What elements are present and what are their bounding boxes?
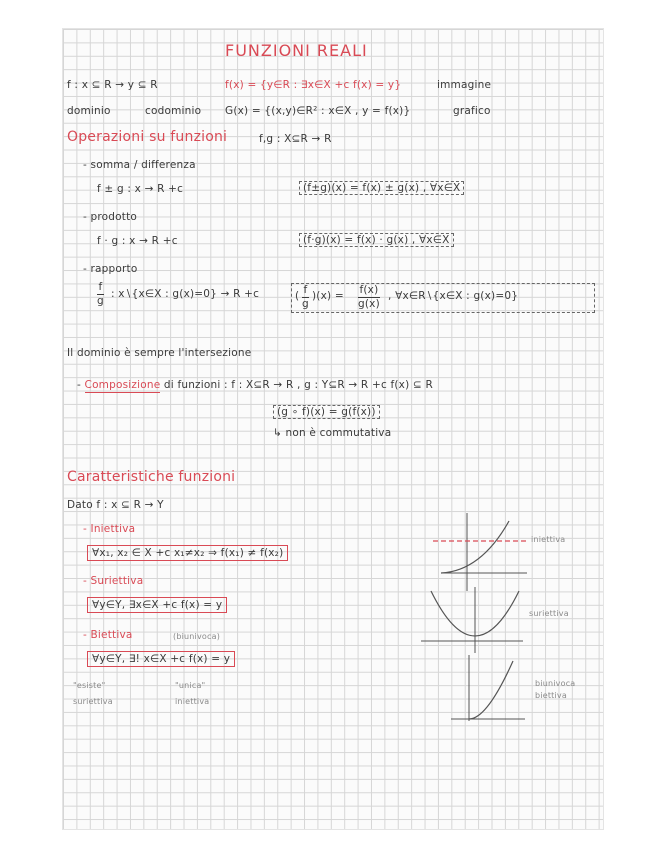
composition-line: - Composizione di funzioni : f : X⊆R → R , g : Y⊆R → R +c f(x) ⊆ R — [77, 379, 433, 391]
domain-word: dominio — [67, 105, 111, 117]
graph-word: grafico — [453, 105, 491, 117]
injective-label: - Iniettiva — [83, 523, 136, 535]
image-set-formula: f(x) = {y∈R : ∃x∈X +c f(x) = y} — [225, 79, 402, 91]
injective-graph — [431, 511, 531, 593]
ratio-value-den: g(x) — [358, 298, 380, 310]
ratio-denominator: g — [97, 295, 104, 307]
ratio-formula-fraction — [302, 284, 309, 311]
ratio-formula-box — [291, 283, 595, 313]
notebook-page — [62, 28, 604, 830]
sum-definition: f ± g : x → R +c — [97, 183, 184, 195]
product-definition: f · g : x → R +c — [97, 235, 178, 247]
bijective-graph — [447, 653, 527, 723]
ratio-definition: : x∖{x∈X : g(x)=0} → R +c — [111, 288, 260, 300]
product-formula: (f·g)(x) = f(x) · g(x) , ∀x∈X — [299, 233, 454, 247]
injective-annotation: iniettiva — [175, 697, 210, 706]
bijective-label: - Biettiva — [83, 629, 133, 641]
page-title: FUNZIONI REALI — [225, 41, 368, 60]
graph-set-formula: G(x) = {(x,y)∈R² : x∈X , y = f(x)} — [225, 105, 411, 117]
surjective-graph — [417, 585, 527, 655]
injective-graph-label: iniettiva — [531, 535, 566, 544]
ratio-value-num: f(x) — [359, 284, 379, 296]
product-label: - prodotto — [83, 211, 138, 223]
characteristics-heading: Caratteristiche funzioni — [67, 469, 236, 485]
operations-heading: Operazioni su funzioni — [67, 129, 228, 145]
sum-formula: (f±g)(x) = f(x) ± g(x) , ∀x∈X — [299, 181, 464, 195]
codomain-word: codominio — [145, 105, 202, 117]
unique-annotation: "unica" — [175, 681, 206, 690]
bijective-graph-label-2: biettiva — [535, 691, 567, 700]
ratio-fraction-definition — [97, 281, 104, 308]
ratio-label: - rapporto — [83, 263, 138, 275]
surjective-annotation: suriettiva — [73, 697, 113, 706]
ratio-formula-domain: , ∀x∈R∖{x∈X : g(x)=0} — [388, 290, 519, 302]
injective-curve — [441, 521, 509, 573]
composition-definition: di funzioni : f : X⊆R → R , g : Y⊆R → R +c f(x) ⊆ R — [163, 379, 433, 391]
ratio-paren-open: ( — [295, 290, 300, 302]
ratio-paren-close: )(x) = — [312, 290, 344, 302]
domain-note: Il dominio è sempre l'intersezione — [67, 347, 252, 359]
sum-label: - somma / differenza — [83, 159, 196, 171]
composition-label: Composizione — [84, 379, 161, 391]
bijective-note: (biunivoca) — [173, 632, 221, 641]
operations-heading-definition: f,g : X⊆R → R — [259, 133, 332, 145]
composition-note: ↳ non è commutativa — [273, 427, 392, 439]
surjective-formula: ∀y∈Y, ∃x∈X +c f(x) = y — [87, 597, 227, 613]
bijective-graph-label-1: biunivoca — [535, 679, 576, 688]
injective-formula: ∀x₁, x₂ ∈ X +c x₁≠x₂ ⇒ f(x₁) ≠ f(x₂) — [87, 545, 288, 561]
exists-annotation: "esiste" — [73, 681, 106, 690]
ratio-formula-g: g — [302, 298, 309, 310]
bijective-formula: ∀y∈Y, ∃! x∈X +c f(x) = y — [87, 651, 235, 667]
composition-formula: (g ∘ f)(x) = g(f(x)) — [273, 405, 380, 419]
surjective-label: - Suriettiva — [83, 575, 144, 587]
bijective-curve — [469, 661, 513, 719]
image-word: immagine — [437, 79, 492, 91]
surjective-graph-label: suriettiva — [529, 609, 569, 618]
ratio-value-fraction — [358, 284, 380, 311]
characteristics-given: Dato f : x ⊆ R → Y — [67, 499, 164, 511]
ratio-numerator: f — [98, 281, 103, 293]
function-definition: f : x ⊆ R → y ⊆ R — [67, 79, 158, 91]
ratio-formula-f: f — [303, 284, 308, 296]
